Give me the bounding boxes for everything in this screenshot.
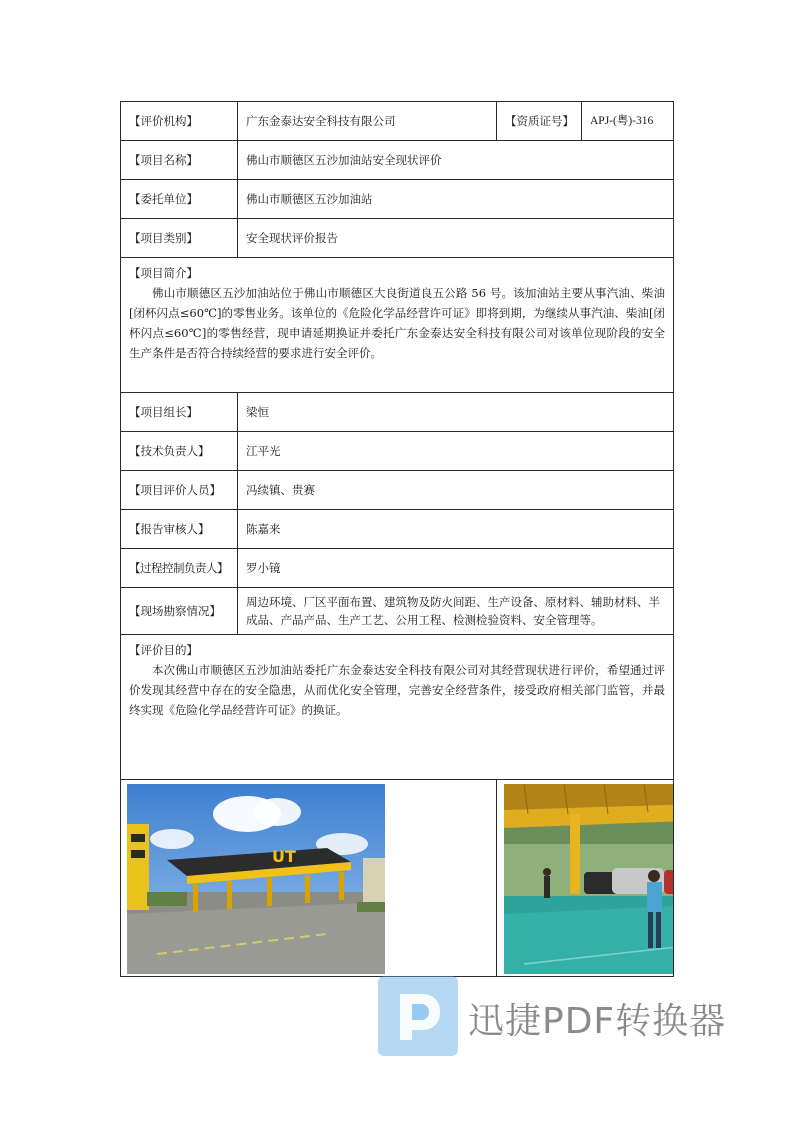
project-intro-cell	[121, 258, 674, 393]
reviewer-label: 【报告审核人】	[121, 510, 238, 549]
table-row	[121, 102, 674, 141]
project-name-label: 【项目名称】	[121, 141, 238, 180]
project-intro-title: 【项目简介】	[129, 266, 198, 280]
survey-value: 周边环境、厂区平面布置、建筑物及防火间距、生产设备、原材料、辅助材料、半成品、产品产品、生产工艺、公用工程、检测检验资料、安全管理等。	[238, 588, 674, 635]
table-row	[121, 588, 674, 635]
gas-station-canopy-staff-photo	[504, 784, 674, 974]
process-control-value: 罗小镜	[238, 549, 674, 588]
gas-station-exterior-photo	[127, 784, 385, 974]
watermark	[378, 976, 738, 1056]
table-row	[121, 393, 674, 432]
table-row	[121, 635, 674, 780]
purpose-title: 【评价目的】	[129, 643, 198, 657]
purpose-cell	[121, 635, 674, 780]
evaluators-label: 【项目评价人员】	[121, 471, 238, 510]
reviewer-value: 陈嘉来	[238, 510, 674, 549]
cert-label: 【资质证号】	[497, 102, 582, 141]
photo-cell-right	[497, 780, 674, 977]
table-row	[121, 258, 674, 393]
table-row	[121, 219, 674, 258]
process-control-label: 【过程控制负责人】	[121, 549, 238, 588]
team-leader-value: 梁恒	[238, 393, 674, 432]
tech-lead-value: 江平光	[238, 432, 674, 471]
client-value: 佛山市顺德区五沙加油站	[238, 180, 674, 219]
table-row	[121, 180, 674, 219]
category-label: 【项目类别】	[121, 219, 238, 258]
survey-label: 【现场勘察情况】	[121, 588, 238, 635]
org-label: 【评价机构】	[121, 102, 238, 141]
project-intro-text: 佛山市顺德区五沙加油站位于佛山市顺德区大良街道良五公路 56 号。该加油站主要从事汽油、柴油[闭杯闪点≤60℃]的零售业务。该单位的《危险化学品经营许可证》即将到期，为继续从事汽油、柴油[闭杯闪点≤60℃]的零售经营，现申请延期换证并委托广东金泰达安全科技有限公司对该单位现阶段的安全生产条件是否符合持续经营的要求进行安全评价。	[129, 285, 665, 360]
table-row	[121, 549, 674, 588]
photo-cell-left	[121, 780, 497, 977]
svg-text:UT: UT	[272, 847, 296, 866]
table-row	[121, 510, 674, 549]
org-value: 广东金泰达安全科技有限公司	[238, 102, 497, 141]
evaluation-info-table	[120, 101, 674, 977]
table-row	[121, 471, 674, 510]
table-row	[121, 780, 674, 977]
tech-lead-label: 【技术负责人】	[121, 432, 238, 471]
project-name-value: 佛山市顺德区五沙加油站安全现状评价	[238, 141, 674, 180]
evaluators-value: 冯续镇、贵赛	[238, 471, 674, 510]
category-value: 安全现状评价报告	[238, 219, 674, 258]
table-row	[121, 432, 674, 471]
purpose-text: 本次佛山市顺德区五沙加油站委托广东金泰达安全科技有限公司对其经营现状进行评价，希望通过评价发现其经营中存在的安全隐患，从而优化安全管理，完善安全经营条件，接受政府相关部门监管，并最终实现《危险化学品经营许可证》的换证。	[129, 662, 665, 717]
table-row	[121, 141, 674, 180]
team-leader-label: 【项目组长】	[121, 393, 238, 432]
pdf-converter-logo-icon	[378, 976, 458, 1056]
cert-value: APJ-(粤)-316	[582, 102, 674, 141]
watermark-text: 迅捷PDF转换器	[468, 1001, 727, 1042]
client-label: 【委托单位】	[121, 180, 238, 219]
